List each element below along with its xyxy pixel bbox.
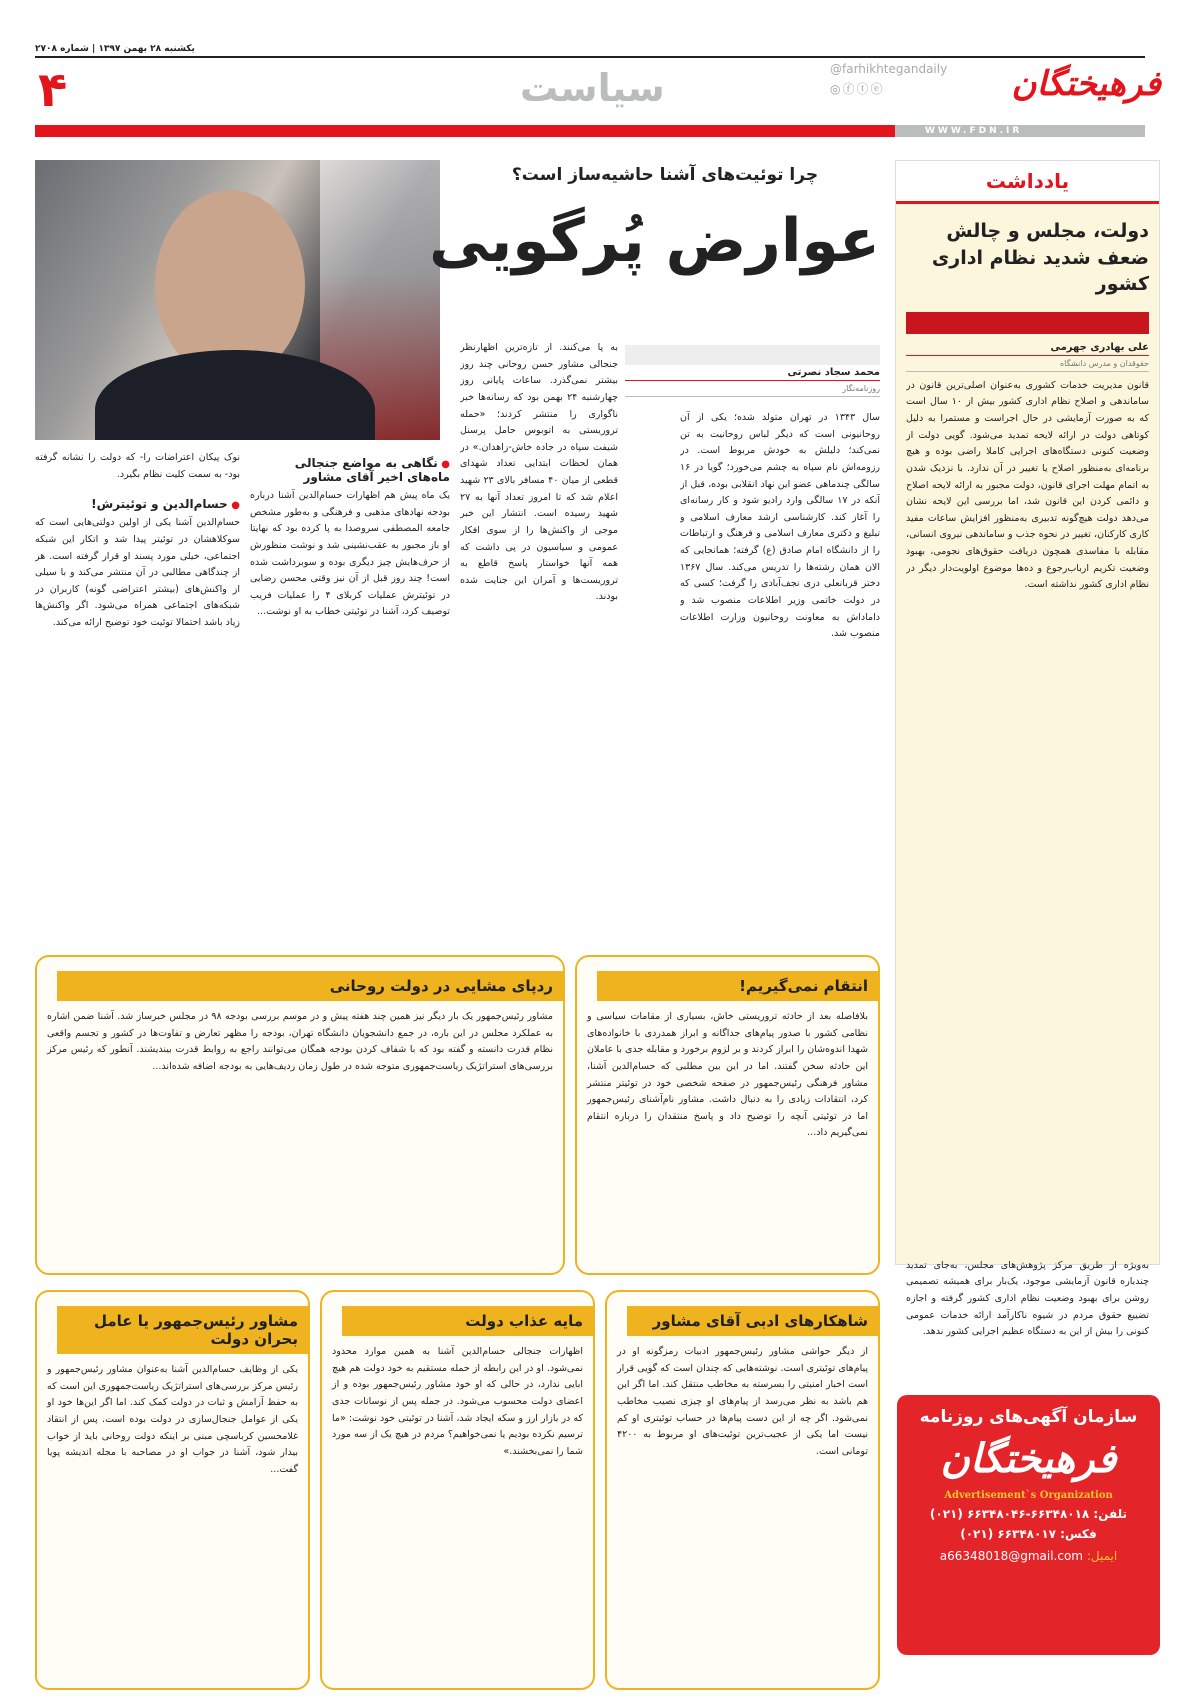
article-text: حسام‌الدین آشنا یکی از اولین دولتی‌هایی است که سوکلاهشان در توئیتر پیدا شد و اتکار این شبکه اجتماعی، خیلی مورد پسند او قرار گرفته است. هر از چندگاهی مطالبی در آن منتشر می‌کند و با سیلی از واکنش‌های (بیشتر اعتراضی گونه) کاربران در شبکه‌های اجتماعی همراه می‌شود. اگر واکنش‌ها زیاد باشد احتمالا توئیت خود توضیح ارائه می‌کند. (35, 517, 240, 628)
box-body: بلافاصله بعد از حادثه تروریستی خاش، بسیاری از مقامات سیاسی و نظامی کشور با صدور پیام‌های جداگانه و ابراز همدردی با خانواده‌های شهدا اندوه‌شان را ابراز کردند و بر لزوم برخورد و مقابله جدی با عاملان این حادثه سخن گفتند. اما در این بین مطلبی که حسام‌الدین آشنا، مشاور فرهنگی رئیس‌جمهور در صفحه شخصی خود در توئیتر منتشر کرد، انتقادات زیادی را به دنبال داشت. مشاور نام‌آشنای رئیس‌جمهور اما در توئیتی آنچه را توضیح داد و پاسخ منتقدان را درباره انتقام نمی‌گیریم داد... (587, 1011, 868, 1139)
decorative-band (906, 312, 1149, 334)
ad-fax: فکس: ۶۶۳۴۸۰۱۷ (۰۲۱) (960, 1527, 1097, 1541)
red-banner (35, 125, 895, 137)
divider (35, 56, 1145, 58)
article-author: محمد سجاد نصرتی (625, 367, 880, 381)
sidebar-box (605, 1290, 880, 1690)
article-column-3 (250, 450, 450, 940)
social-handle: @farhikhtegandaily (830, 62, 948, 76)
newspaper-logo: فرهیختگان (1011, 64, 1161, 104)
editorial-title: دولت، مجلس و چالش ضعف شدید نظام اداری کشور (931, 220, 1149, 296)
article-text: به پا می‌کنند. از تازه‌ترین اظهارنظر جنجالی مشاور حسن روحانی چند روز بیشتر نمی‌گذرد. ساعات پایانی روز چهارشنبه ۲۴ بهمن بود که رسانه‌ها خبر ناگواری را منتشر کردند؛ «حمله تروریستی به اتوبوس حامل پرسنل شیفت سپاه در جاده خاش-زاهدان.» در همان لحظات ابتدایی تعداد شهدای قطعی از میان ۴۰ مسافر بالای ۲۳ شهید اعلام شد که تا امروز تعداد آنها به ۲۷ شهید رسیده است. انتشار این خبر موجی از واکنش‌ها را از سوی افکار عمومی و سیاسیون در پی داشت که همه آنها خواستار پاسخ قاطع به تروریست‌ها و آمران این جنایت شده بودند. (460, 342, 618, 603)
editorial-ending: به‌ویژه از طریق مرکز پژوهش‌های مجلس، به‌جای تمدید چندباره قانون آزمایشی موجود، یک‌بار برای همیشه تصمیمی روشن برای بهبود وضعیت نظام اداری کشور گرفته و اجازه تضییع حقوق مردم در شیوه ناکارآمد ارائه خدمات عمومی کنونی را بیش از این به دستگاه عظیم اجرایی کشور ندهد. (906, 1259, 1149, 1338)
sidebar-box (35, 1290, 310, 1690)
ad-title: سازمان آگهی‌های روزنامه (919, 1407, 1138, 1427)
sidebar-box (35, 955, 565, 1275)
box-title: شاهکارهای ادبی آقای مشاور (627, 1306, 878, 1336)
box-title: انتقام نمی‌گیریم! (597, 971, 878, 1001)
ad-phone: تلفن: ۶۶۳۴۸۰۱۸-۶۶۳۴۸۰۴۶ (۰۲۱) (929, 1507, 1128, 1521)
article-column-4 (35, 450, 240, 940)
section-title: سیاست (520, 66, 665, 110)
article-column-1 (680, 410, 880, 940)
box-title: ردپای مشایی در دولت روحانی (57, 971, 563, 1001)
ad-email-row (897, 1549, 1160, 1563)
website: WWW.FDN.IR (895, 125, 1145, 137)
box-title: مایه عذاب دولت (342, 1306, 593, 1336)
article-text: نوک پیکان اعتراضات را- که دولت را نشانه گرفته بود- به سمت کلیت نظام بگیرد. (35, 452, 240, 480)
social-icons: ◎ⓕⓣⓔ (830, 82, 885, 96)
sidebar-box (320, 1290, 595, 1690)
article-photo (35, 160, 440, 440)
page-number: ۴ (38, 62, 68, 118)
ad-email[interactable]: a66348018@gmail.com (939, 1549, 1083, 1563)
box-body: مشاور رئیس‌جمهور یک بار دیگر نیز همین چند هفته پیش و در موسم بررسی بودجه ۹۸ در مجلس خبرساز شد. آشنا ضمن اشاره به عملکرد مجلس در این باره، در جمع دانشجویان دانشگاه تهران، بودجه را مظهر تعارض و تفاوت‌ها در کشور و تجسم واقعی نظام قدرت دانسته و گفته بود که با شفاف کردن بودجه همگان می‌توانند راجع به روابط قدرت بیندیشند. آنطور که رئیس مرکز بررسی‌های استراتژیک ریاست‌جمهوری متوجه شده در طول زمان ردیف‌هایی به بودجه اضافه شده‌اند... (47, 1011, 553, 1072)
editorial-column (895, 160, 1160, 1338)
box-body: یکی از وظایف حسام‌الدین آشنا به‌عنوان مشاور رئیس‌جمهور و رئیس مرکز بررسی‌های استراتژیک ریاست‌جمهوری این است که به حفظ آرامش و ثبات در دولت کمک کند. اما اگر این‌ها خود او یکی از عوامل جنجال‌سازی در دولت بوده است. پس از انتقاد غلامحسین کرباسچی مبنی بر اینکه دولت روحانی باید از خواب بیدار شود، آشنا در جواب او در مصاحبه با مجله اندیشه پویا گفت... (47, 1364, 298, 1475)
article-kicker: چرا توئیت‌های آشنا حاشیه‌ساز است؟ (511, 165, 819, 185)
article-headline: عوارض پُرگویی (429, 206, 880, 276)
article-author-role: روزنامه‌نگار (625, 381, 880, 397)
box-body: از دیگر حواشی مشاور رئیس‌جمهور ادبیات رمزگونه او در پیام‌های توئیتری است. نوشته‌هایی که چندان است که گویی قرار است اخبار امنیتی را بسرسته به مخاطب منتقل کند. اما اگر این هم باشد به نظر می‌رسد از پیام‌های او چیزی نصیب مخاطب نمی‌شود. اگر چه از این دست پیام‌ها در حساب توئیتری او کم نیست اما یکی از عجیب‌ترین توئیت‌های او مربوط به ۴۲۰۰ تومانی است. (617, 1346, 868, 1457)
article-text: یک ماه پیش هم اظهارات حسام‌الدین آشنا درباره بودجه نهادهای مذهبی و فرهنگی و به‌طور مشخص جامعه المصطفی سروصدا به پا کرده بود که نهایتا او باز مجبور به عقب‌نشینی شد و نوشت منظورش از حرف‌هایش چیز دیگری بوده و سوبرداشت شده است! چند روز قبل از آن نیز وقتی محسن رضایی در توئیترش عملیات کربلای ۴ را عملیات فریب توصیف کرد، آشنا در توئیتی خطاب به او نوشت... (250, 490, 450, 618)
sidebar-box (575, 955, 880, 1275)
advertisement (897, 1395, 1160, 1655)
box-body: اظهارات جنجالی حسام‌الدین آشنا به همین موارد محدود نمی‌شود. او در این رابطه از حمله مستقیم به خود دولت هم هیچ ابایی ندارد، در حالی که او خود مشاور رئیس‌جمهور بوده و از اعضای دولت محسوب می‌شود. در جمله پس از نوسانات جدی که در بازار ارز و سکه ایجاد شد، آشنا در توئیتی خود نوشت: «ما ترسیم نکرده بودیم یا نمی‌خواهیم؟ مردم در هیچ یک از سه مورد شما را نمی‌بخشند.» (332, 1346, 583, 1457)
ad-logo: فرهیختگان (940, 1435, 1117, 1482)
ad-english: Advertisement`s Organization (944, 1490, 1113, 1501)
issue-date: یکشنبه ۲۸ بهمن ۱۳۹۷ | شماره ۲۷۰۸ (35, 44, 195, 54)
article-subheading: ● نگاهی به مواضع جنجالی ماه‌های اخیر آقای مشاور (250, 456, 450, 484)
article-text: سال ۱۳۴۳ در تهران متولد شده؛ یکی از آن روحانیونی است که دیگر لباس روحانیت به تن نمی‌کند؛ دلیلش به خودش مربوط است. در رزومه‌اش نام سپاه به چشم می‌خورد؛ گویا در ۱۶ سالگی چندماهی عضو این نهاد انقلابی بوده، قبل از آنکه در ۱۷ سالگی وارد رادیو شود و کار رسانه‌ای را آغاز کند. کارشناسی ارشد معارف اسلامی و تبلیغ و دکتری معارف اسلامی و فرهنگ و ارتباطات را از دانشگاه امام صادق (ع) گرفته؛ همانجایی که الان همان رشته‌ها را تدریس می‌کند. سال ۱۳۶۷ دختر قربانعلی دری نجف‌آبادی را گرفت؛ کسی که در دولت خاتمی وزیر اطلاعات منصوب شد و داماداش به معاونت روحانیون وزارت اطلاعات منصوب شد. (680, 412, 880, 640)
article-column-2 (460, 340, 618, 940)
editorial-author: علی بهادری جهرمی (906, 342, 1149, 356)
editorial-label: یادداشت (896, 161, 1159, 204)
editorial-body: قانون مدیریت خدمات کشوری به‌عنوان اصلی‌ترین قانون در ساماندهی و اصلاح نظام اداری کشور بیش از ۱۰ سال است که به صورت آزمایشی در حال اجراست و مستمرا به دلیل کوتاهی دولت در ارائه لایحه تمدید می‌شود. گویی دولت از وضعیت کنونی دستگاه‌های اجرایی کاملا راضی بوده و هیچ برنامه‌ای به‌منظور اصلاح یا تغییر در آن ندارد. با نزدیک شدن به اتمام مهلت اجرای قانون، دولت مجبور به ارائه لایحه اصلاح و دائمی کردن این قانون شد، اما بررسی این لایحه نشان می‌دهد دولت هیچ‌گونه تدبیری به‌منظور افزایش ساعات مفید کاری کارکنان، تغییر در نحوه جذب و ساماندهی نیروی انسانی، مقابله با مفاسدی همچون دریافت حقوق‌های نجومی، بهبود وضعیت تکریم ارباب‌رجوع و ده‌ها موضوع اولویت‌دار دیگر در نظام اداری کشور نداشته است. (906, 379, 1149, 591)
article-subheading: ● حسام‌الدین و توئیترش! (35, 497, 240, 511)
article-byline (625, 345, 880, 403)
editorial-role: حقوقدان و مدرس دانشگاه (906, 356, 1149, 372)
box-title: مشاور رئیس‌جمهور یا عامل بحران دولت (57, 1306, 308, 1354)
ad-email-label: ایمیل: (1086, 1549, 1118, 1563)
